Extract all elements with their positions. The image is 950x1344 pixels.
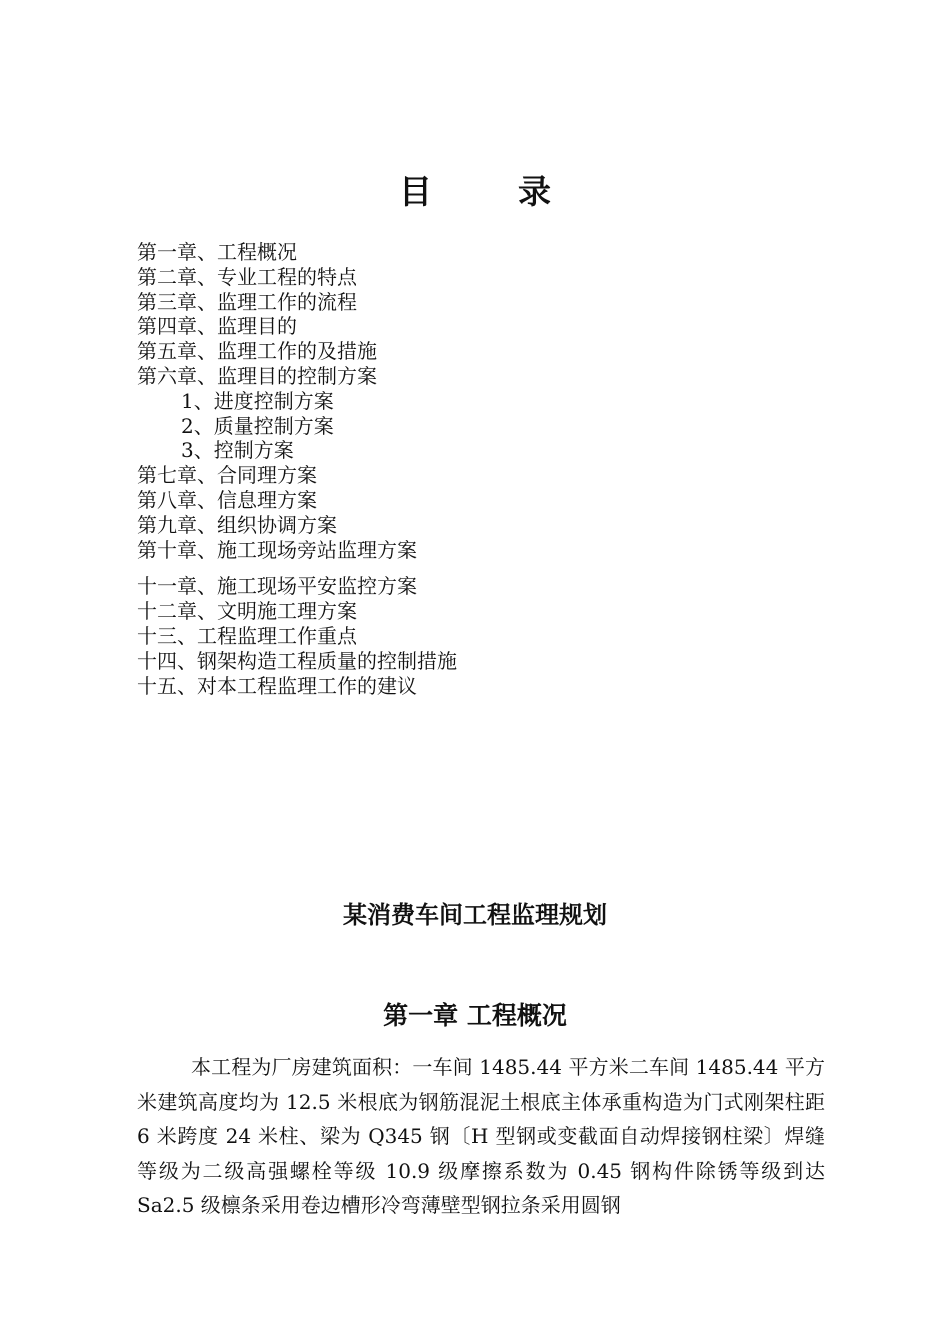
body-paragraph: 本工程为厂房建筑面积：一车间 1485.44 平方米二车间 1485.44 平方米建筑高度均为 12.5 米根底为钢筋混泥土根底主体承重构造为门式刚架柱距 6 米跨度 24 米柱、梁为 Q345 钢〔H 型钢或变截面自动焊接钢柱梁〕焊缝等级为二级高强螺栓等级 10.9 级摩擦系数为 0.45 钢构件除锈等级到达 Sa2.5 级檩条采用卷边槽形冷弯薄壁型钢拉条采用圆钢 (137, 1055, 825, 1218)
toc-item: 十四、钢架构造工程质量的控制措施 (137, 648, 457, 673)
toc-item: 第十章、施工现场旁站监理方案 (137, 537, 417, 562)
toc-item: 十一章、施工现场平安监控方案 (137, 574, 417, 599)
toc-item: 第五章、监理工作的及措施 (137, 339, 377, 364)
toc-item: 十二章、文明施工理方案 (137, 599, 357, 624)
toc-item: 第一章、工程概况 (137, 240, 297, 264)
toc-title: 目录 (399, 172, 637, 211)
toc-item: 第八章、信息理方案 (137, 487, 317, 512)
document-title: 某消费车间工程监理规划 (343, 901, 607, 929)
toc-item: 第六章、监理目的控制方案 (137, 363, 377, 388)
toc-item: 第四章、监理目的 (137, 314, 297, 339)
toc-item: 第二章、专业工程的特点 (137, 264, 357, 289)
toc-subitem: 2、质量控制方案 (181, 413, 334, 438)
toc-item: 十三、工程监理工作重点 (137, 623, 357, 648)
toc-list (137, 240, 457, 698)
toc-item: 第九章、组织协调方案 (137, 512, 337, 537)
toc-item: 第七章、合同理方案 (137, 463, 317, 488)
toc-subitem: 3、控制方案 (181, 438, 294, 463)
toc-item: 第三章、监理工作的流程 (137, 289, 357, 314)
chapter-title: 第一章 工程概况 (383, 1001, 567, 1030)
toc-item: 十五、对本工程监理工作的建议 (137, 673, 417, 698)
toc-subitem: 1、进度控制方案 (181, 388, 334, 413)
